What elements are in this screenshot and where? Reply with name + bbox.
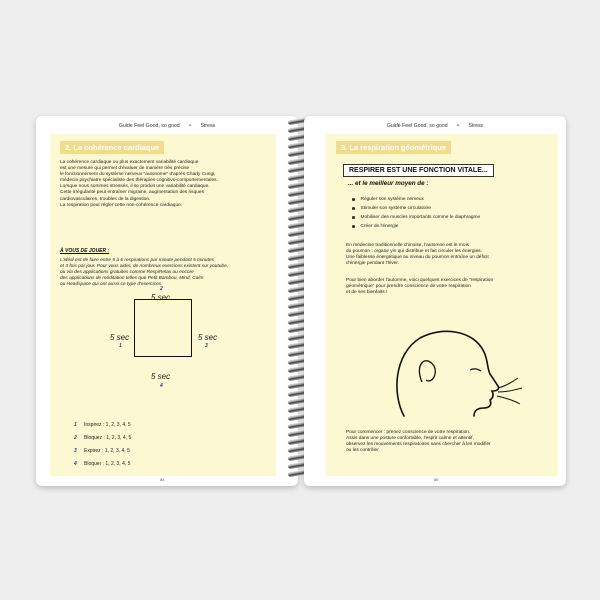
text-line: La cohérence cardiaque ou plus exactement variabilité cardiaque: [60, 160, 199, 165]
header-guide: Guide Feel Good, so good: [386, 123, 448, 129]
breath-line: [498, 388, 522, 392]
step-text: Bloquez : 1, 2, 3, 4, 5: [84, 434, 132, 441]
automne-paragraph: [346, 278, 493, 296]
text-line: Pour bien aborder l'automne, voici quelques exercices de "respiration: [346, 278, 494, 283]
list-item-text: Créer de l'énergie: [360, 224, 399, 229]
steps-list: [74, 418, 131, 470]
bullet-dot: [352, 207, 355, 210]
mtc-paragraph: [346, 243, 489, 267]
text-line: et de ses bienfaits !: [346, 290, 388, 296]
list-item-text: Mobiliser des muscles importants comme le diaphragme: [360, 215, 481, 220]
text-line: Assis dans une posture confortable, l'esprit calme et attentif,: [346, 436, 474, 442]
text-line: du poumon : organe yin qui distribue et fait circuler les énergies.: [346, 249, 482, 255]
text-line: ou Headspace qui ont aussi ce type d'exercices.: [60, 282, 163, 288]
breath-line: [498, 378, 518, 388]
subtitle: ... et le meilleur moyen de :: [348, 180, 429, 187]
face-profile: [397, 331, 499, 416]
text-line: Cette irrégularité peut entraîner migraine, augmentation des risques: [60, 190, 204, 196]
list-item: [352, 213, 480, 222]
diagram-num-right: 3: [205, 343, 208, 349]
vital-banner: RESPIRER EST UNE FONCTION VITALE...: [343, 164, 494, 177]
header-bullet: •: [457, 123, 459, 129]
step-row: [74, 431, 131, 444]
step-text: Inspirez : 1, 2, 3, 4, 5: [84, 421, 131, 428]
page-number: 85: [434, 477, 439, 482]
diagram-num-left: 1: [119, 343, 122, 349]
header-section: Stress: [200, 123, 216, 129]
list-item: [352, 195, 480, 204]
bullet-dot: [352, 198, 355, 201]
diagram-num-top: 2: [160, 286, 163, 292]
right-page: [304, 116, 566, 486]
text-line: En médecine traditionnelle chinoise, l'automne est le mois: [346, 243, 470, 248]
diagram-label-top: 5 sec: [151, 293, 171, 302]
text-line: ou les contrôler.: [346, 448, 380, 454]
section-title: 3. La respiration géométrique: [336, 141, 451, 154]
content-panel: [326, 134, 558, 476]
text-line: et 3 fois par jour. Pour vous aider, de nombreux exercices existent sur youtube,: [60, 264, 229, 270]
start-paragraph: [346, 430, 491, 454]
text-line: Pour commencer : prenez conscience de votre respiration.: [346, 430, 471, 435]
text-line: Lorsque nous sommes stressés, il se produit une variabilité cardiaque.: [60, 184, 210, 190]
text-line: La respiration peut régler cette non-cohérence cardiaque.: [60, 202, 183, 208]
breath-line: [497, 396, 520, 404]
text-line: d'énergie pendant l'hiver.: [346, 261, 400, 267]
text-line: L'idéal est de faire entre 5 à 6 respirations par minute pendant 5 minutes: [60, 258, 214, 263]
text-line: observez les mouvements respiratoires sans chercher à les modifier: [346, 442, 491, 448]
breathing-square: [134, 299, 192, 357]
list-item: [352, 204, 480, 213]
step-row: [74, 444, 131, 457]
eye-outline: [470, 369, 481, 371]
text-line: est une mesure qui permet d'évaluer de manière très précise: [60, 166, 190, 172]
benefits-list: [352, 195, 480, 231]
diagram-label-bottom: 5 sec: [151, 372, 171, 381]
text-line: le fonctionnement du système nerveux "autonome" d'après Charly Cungi,: [60, 172, 216, 178]
list-item-text: Stimuler son système circulatoire: [360, 206, 431, 211]
header-bullet: •: [189, 123, 191, 129]
page-number: 84: [160, 477, 165, 482]
list-item: [352, 222, 480, 231]
step-text: Bloquer : 1, 2, 3, 4, 5: [84, 460, 131, 467]
left-page: [36, 116, 298, 486]
header-guide: Guide Feel Good, so good: [118, 123, 180, 129]
jouer-paragraph: [60, 258, 228, 288]
text-line: des applications de méditation telles que Petit Bambou, Mind, Calm: [60, 276, 204, 282]
text-line: cardiovasculaires, troubles de la digestion.: [60, 196, 151, 202]
step-number: 2: [74, 434, 77, 441]
content-panel: [50, 134, 276, 476]
step-number: 1: [74, 421, 77, 428]
step-text: Expirez : 1, 2, 3, 4, 5: [84, 447, 130, 454]
diagram-label-right: 5 sec: [198, 333, 218, 342]
diagram-label-left: 5 sec: [110, 333, 130, 342]
breathing-face-illustration: [386, 324, 526, 424]
step-row: [74, 457, 131, 470]
step-row: [74, 418, 131, 431]
left-page-header: [36, 123, 298, 129]
diagram-num-bottom: 4: [160, 383, 163, 389]
text-line: ou via des applications gratuites comme RespiRelax ou encore: [60, 270, 194, 276]
text-line: géométrique" pour prendre conscience de votre respiration: [346, 284, 471, 290]
jouer-heading: À VOUS DE JOUER :: [60, 248, 110, 254]
step-number: 4: [74, 460, 77, 467]
ear-outline: [419, 361, 435, 382]
step-number: 3: [74, 447, 77, 454]
right-page-header: [304, 123, 566, 129]
list-item-text: Réguler son système nerveux: [360, 197, 424, 202]
section-title: 2. La cohérence cardiaque: [60, 141, 164, 154]
bullet-dot: [352, 216, 355, 219]
text-line: médecin psychiatre spécialiste des thérapies cognitivo-comportementales.: [60, 178, 218, 184]
header-section: Stress: [468, 123, 484, 129]
bullet-dot: [352, 225, 355, 228]
intro-paragraph: [60, 160, 218, 209]
text-line: Une faiblesse énergétique au niveau du poumon entraîne un déficit: [346, 255, 489, 261]
